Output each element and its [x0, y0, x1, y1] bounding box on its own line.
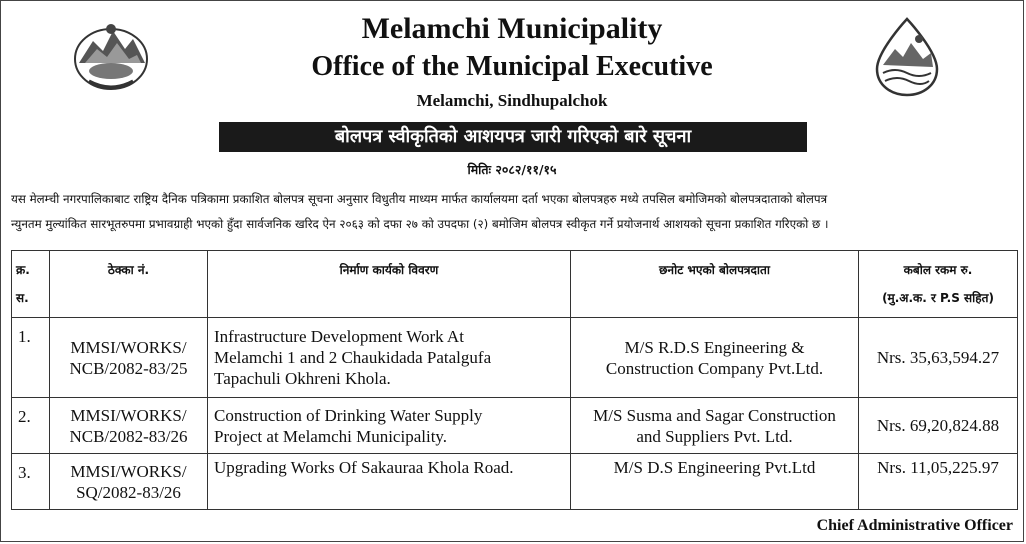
row-sn: 2.: [12, 398, 50, 454]
table-row: [12, 454, 1018, 510]
melamchi-municipality-logo-icon: [867, 15, 947, 99]
row-sn: 3.: [12, 454, 50, 510]
row-bidder: M/S D.S Engineering Pvt.Ltd: [571, 454, 859, 510]
row-contract-no: MMSI/WORKS/ NCB/2082-83/25: [50, 318, 208, 398]
table-header-row: [12, 251, 1018, 318]
signature-title: Chief Administrative Officer: [816, 517, 1013, 534]
row-bidder: M/S Susma and Sagar Construction and Suppliers Pvt. Ltd.: [571, 398, 859, 454]
header-description: निर्माण कार्यको विवरण: [208, 251, 571, 318]
notice-title: बोलपत्र स्वीकृतिको आशयपत्र जारी गरिएको बारे सूचना: [219, 122, 807, 152]
table-row: [12, 318, 1018, 398]
header-amount: कबोल रकम रु. (मु.अ.क. र P.S सहित): [859, 251, 1018, 318]
row-sn: 1.: [12, 318, 50, 398]
row-description: Infrastructure Development Work At Melamchi 1 and 2 Chaukidada Patalgufa Tapachuli Okhreni Khola.: [208, 318, 571, 398]
header-contract-no: ठेक्का नं.: [50, 251, 208, 318]
header-bidder: छनोट भएको बोलपत्रदाता: [571, 251, 859, 318]
row-amount: Nrs. 35,63,594.27: [859, 318, 1018, 398]
row-amount: Nrs. 11,05,225.97: [859, 454, 1018, 510]
intro-line: यस मेलम्ची नगरपालिकाबाट राष्ट्रिय दैनिक पत्रिकामा प्रकाशित बोलपत्र सूचना अनुसार विधुतीय माध्यम मार्फत कार्यालयमा दर्ता भएका बोलपत्रहरु मध्ये तपसिल बमोजिमको बोलपत्रदाताको बोलपत्र: [11, 192, 828, 206]
intro-line: न्युनतम मुल्यांकित सारभूतरुपमा प्रभावग्राही भएको हुँदा सार्वजनिक खरिद ऐन २०६३ को दफा २७ को उपदफा (२) बमोजिम बोलपत्र स्वीकृत गर्ने प्रयोजनार्थ आशयको सूचना प्रकाशित गरिएको छ ।: [11, 217, 829, 231]
row-contract-no: MMSI/WORKS/ SQ/2082-83/26: [50, 454, 208, 510]
row-description: Construction of Drinking Water Supply Project at Melamchi Municipality.: [208, 398, 571, 454]
row-description: Upgrading Works Of Sakauraa Khola Road.: [208, 454, 571, 510]
bid-table: [11, 250, 1018, 510]
table-row: [12, 398, 1018, 454]
intro-paragraph: [11, 187, 1015, 237]
row-contract-no: MMSI/WORKS/ NCB/2082-83/26: [50, 398, 208, 454]
notice-date: मितिः २०८२/११/१५: [467, 162, 557, 177]
row-amount: Nrs. 69,20,824.88: [859, 398, 1018, 454]
header-sn: क्र. स.: [12, 251, 50, 318]
office-name: Office of the Municipal Executive: [311, 51, 713, 82]
office-location: Melamchi, Sindhupalchok: [416, 91, 608, 110]
row-bidder: M/S R.D.S Engineering & Construction Company Pvt.Ltd.: [571, 318, 859, 398]
municipality-name: Melamchi Municipality: [361, 12, 663, 45]
